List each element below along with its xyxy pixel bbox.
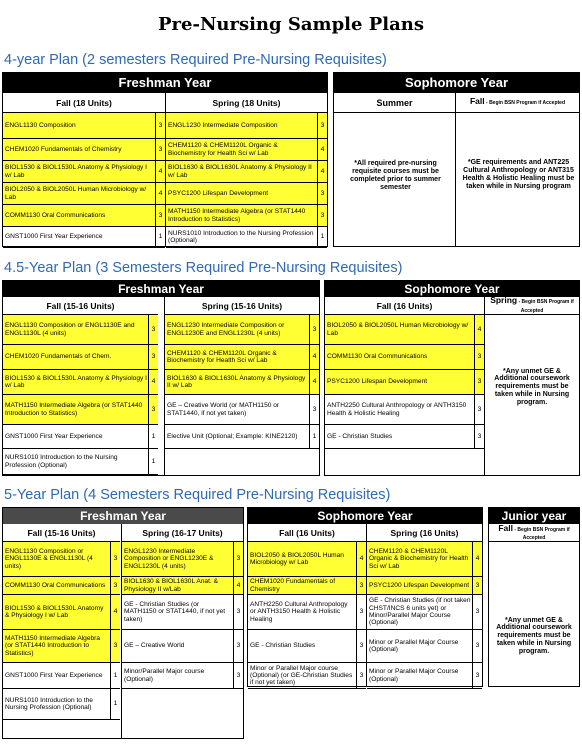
course-units: 3 <box>472 663 482 688</box>
plan5-spring-header: Spring (16-17 Units) <box>122 524 243 542</box>
course-name: MATH1150 Intermediate Algebra (or STAT1440 Introduction to Statistics) <box>168 208 306 223</box>
course-row <box>367 630 482 663</box>
course-units: 4 <box>474 315 484 344</box>
plan45-spring2-col <box>485 294 579 475</box>
course-name: ENGL1230 Intermediate Composition or ENGL1230E and ENGL1230L (4 units) <box>167 322 285 337</box>
plan45-spring2-header <box>485 294 579 315</box>
plan5-fall3-label: Fall <box>498 522 513 533</box>
plan45-freshman-box <box>2 280 320 476</box>
course-row <box>248 577 366 595</box>
course-units: 3 <box>233 542 243 576</box>
course-name: COMM1130 Oral Communications <box>327 353 428 361</box>
course-units: 3 <box>155 139 165 160</box>
plan45-sophomore-box <box>324 280 580 476</box>
course-name: Minor or Parallel Major Course (Optional) <box>369 668 459 683</box>
course-name: NURS1010 Introduction to the Nursing Profession (Optional) <box>5 696 93 711</box>
course-row <box>367 542 482 577</box>
course-name: GE - Christian Studies <box>327 432 393 440</box>
course-units: 4 <box>110 595 120 629</box>
course-units: 3 <box>233 595 243 629</box>
course-row <box>122 577 243 595</box>
course-name: Minor or Parallel Major course (Optional) (or GE-Christian Studies if not yet taken) <box>250 664 353 687</box>
course-units: 4 <box>155 161 165 182</box>
plan4-freshman-band: Freshman Year <box>3 73 327 93</box>
course-units: 4 <box>148 370 158 394</box>
course-units: 3 <box>155 205 165 226</box>
course-row <box>166 113 327 139</box>
course-row <box>325 345 484 370</box>
course-name: CHEM1020 Fundamentals of Chemistry <box>5 145 122 153</box>
course-row <box>3 689 120 720</box>
course-name: ENGL1230 Intermediate Composition <box>168 121 278 129</box>
course-row <box>122 595 243 630</box>
course-name: PSYC1200 Lifespan Development <box>369 581 470 589</box>
course-row <box>166 139 327 161</box>
course-row <box>3 345 158 370</box>
course-row <box>166 161 327 183</box>
course-name: BIOL2050 & BIOL2050L Human Microbiology w/ Lab <box>250 551 344 566</box>
course-name: BIOL1530 & BIOL1530L Anatomy & Physiology I w/ Lab <box>5 604 104 619</box>
course-name: ANTH2250 Cultural Anthropology or ANTH3150 Health & Holistic Healing <box>250 601 348 623</box>
page-title: Pre-Nursing Sample Plans <box>158 14 424 35</box>
course-name: CHEM1120 & CHEM1120L Organic & Biochemistry for Health Sci w/ Lab <box>167 349 277 364</box>
course-row <box>3 577 120 595</box>
course-name: GE - Christian Studies (if not taken CHST/INCS 6 units yet) or Minor/Parallel Major Course (Optional) <box>369 597 471 627</box>
plan4-sophomore-box <box>333 72 580 247</box>
course-units: 3 <box>474 370 484 394</box>
plan5-spring2-col <box>367 524 482 686</box>
plan4-summer-header: Summer <box>334 93 455 113</box>
course-units: 3 <box>233 663 243 688</box>
course-row <box>166 183 327 205</box>
plan4-fall2-text: *GE requirements and ANT225 Cultural Anthropology or ANT315 Health & Holistic Healing must be taken while in Nursing program <box>462 159 575 190</box>
plan5-fall3-header <box>489 524 579 542</box>
plan5-freshman-band: Freshman Year <box>3 508 243 524</box>
course-units: 3 <box>317 183 327 204</box>
course-name: Minor/Parallel Major course (Optional) <box>124 668 205 683</box>
plan4-fall-col <box>3 93 165 246</box>
course-row <box>165 315 319 345</box>
course-units: 3 <box>474 345 484 369</box>
course-name: NURS1010 Introduction to the Nursing Profession (Optional) <box>168 229 314 244</box>
course-units: 3 <box>155 113 165 138</box>
plan4-fall2-header <box>456 93 579 113</box>
course-row <box>3 227 165 248</box>
plan5-freshman-box <box>2 507 244 739</box>
plan5-sophomore-band: Sophomore Year <box>248 508 482 524</box>
course-name: BIOL1630 & BIOL1630L Anatomy & Physiology II w/ Lab <box>167 374 306 389</box>
course-units: 3 <box>472 595 482 629</box>
course-row <box>248 542 366 577</box>
plan5-junior-band: Junior year <box>489 508 579 524</box>
course-units: 3 <box>110 577 120 594</box>
plan5-fall3-text: *Any unmet GE & Additional coursework requirements must be taken while in Nursing program. <box>496 616 572 655</box>
course-units: 1 <box>110 689 120 719</box>
plan4-fall2-note: - Begin BSN Program if Accepted <box>484 100 566 106</box>
course-name: BIOL2050 & BIOL2050L Human Microbiology w/ Lab <box>327 322 469 337</box>
course-name: Minor or Parallel Major Course (Optional) <box>369 638 459 653</box>
course-row <box>122 630 243 663</box>
course-row <box>325 395 484 425</box>
course-row <box>3 139 165 161</box>
course-name: ENGL1230 Intermediate Composition or ENGL1230E & ENGL1230L (4 units) <box>124 548 214 570</box>
course-row <box>3 113 165 139</box>
course-name: GNST1000 First Year Experience <box>5 671 103 679</box>
course-name: Elective Unit (Optional; Example: KINE2120) <box>167 432 298 440</box>
course-name: ENGL1130 Composition or ENGL1130E & ENGL1130L (4 units) <box>5 548 93 570</box>
plan5-fall2-col <box>248 524 366 686</box>
course-name: GE - Christian Studies <box>250 642 316 650</box>
course-units: 3 <box>356 595 366 629</box>
plan4-fall2-col <box>456 93 579 246</box>
course-row <box>325 425 484 449</box>
course-units: 4 <box>309 370 319 394</box>
course-name: CHEM1020 Fundamentals of Chem. <box>5 353 112 361</box>
course-units: 4 <box>155 183 165 204</box>
plan45-sophomore-band: Sophomore Year <box>325 281 579 297</box>
course-row <box>3 595 120 630</box>
course-units: 3 <box>148 345 158 369</box>
course-name: ANTH2250 Cultural Anthropology or ANTH3150 Health & Holistic Healing <box>327 402 467 417</box>
course-row <box>325 315 484 345</box>
course-row <box>3 449 158 475</box>
plan45-fall-header: Fall (15-16 Units) <box>3 297 158 315</box>
plan5-fall3-note: - Begin BSN Program if Accepted <box>512 526 570 541</box>
plan45-spring-col <box>165 297 319 475</box>
course-row <box>166 227 327 248</box>
course-row <box>367 663 482 689</box>
course-units: 3 <box>356 577 366 594</box>
course-name: MATH1150 Intermediate Algebra (or STAT1440 Introduction to Statistics) <box>5 402 143 417</box>
course-row <box>166 205 327 227</box>
course-name: BIOL1530 & BIOL1530L Anatomy & Physiology I w/ Lab <box>5 374 147 389</box>
course-name: COMM1130 Oral Communications <box>5 211 106 219</box>
course-units: 3 <box>233 630 243 662</box>
course-row <box>248 630 366 663</box>
course-name: BIOL1630 & BIOL1630L Anat. & Physiology II w/Lab <box>124 578 218 593</box>
plan4-fall2-label: Fall <box>469 96 485 106</box>
course-name: BIOL1630 & BIOL1630L Anatomy & Physiology II w/ Lab <box>168 164 312 179</box>
plan45-spring2-note: - Begin BSN Program if Accepted <box>517 298 574 314</box>
course-name: BIOL2050 & BIOL2050L Human Microbiology w/ Lab <box>5 186 147 201</box>
course-name: CHEM1020 Fundamentals of Chemistry <box>250 578 336 593</box>
course-row <box>3 315 158 345</box>
course-units: 4 <box>472 542 482 576</box>
plan5-fall-header: Fall (15-16 Units) <box>3 524 120 542</box>
course-units: 3 <box>474 425 484 448</box>
course-row <box>3 161 165 183</box>
plan4-spring-header: Spring (18 Units) <box>166 93 327 113</box>
course-name: MATH1150 Intermediate Algebra (or STAT1440 Introduction to Statistics) <box>5 635 101 657</box>
course-name: GE – Creative World (or MATH1150 or STAT1440, if not yet taken) <box>167 402 280 417</box>
plan5-title: 5-Year Plan (4 Semesters Required Pre-Nursing Requisites) <box>4 487 391 503</box>
plan5-fall2-header: Fall (16 Units) <box>248 524 366 542</box>
course-row <box>165 345 319 370</box>
course-units: 1 <box>317 227 327 247</box>
plan4-summer-note: *All required pre-nursing requisite courses must be completed prior to summer semester <box>350 160 441 191</box>
course-name: ENGL1130 Composition <box>5 121 76 129</box>
course-row <box>248 663 366 689</box>
course-row <box>248 595 366 630</box>
course-row <box>367 577 482 595</box>
course-row <box>3 542 120 577</box>
course-row <box>3 630 120 663</box>
plan5-spring-col <box>122 524 243 738</box>
course-name: COMM1130 Oral Communications <box>5 581 106 589</box>
course-units: 3 <box>110 630 120 662</box>
course-row <box>3 183 165 205</box>
course-units: 3 <box>356 630 366 662</box>
course-units: 1 <box>309 425 319 448</box>
course-units: 3 <box>309 395 319 424</box>
plan45-fall2-col <box>325 297 484 475</box>
course-name: NURS1010 Introduction to the Nursing Profession (Optional) <box>5 454 118 469</box>
course-name: GNST1000 First Year Experience <box>5 432 103 440</box>
course-units: 1 <box>110 663 120 688</box>
plan4-summer-col <box>334 93 455 246</box>
course-units: 3 <box>356 663 366 688</box>
plan4-spring-col <box>166 93 327 246</box>
plan45-fall2-header: Fall (16 Units) <box>325 297 484 315</box>
course-row <box>165 395 319 425</box>
course-units: 4 <box>317 161 327 182</box>
course-units: 3 <box>148 315 158 344</box>
plan45-spring2-label: Spring <box>490 294 518 305</box>
plan5-fall3-col <box>489 524 579 686</box>
course-units: 4 <box>309 345 319 369</box>
course-units: 4 <box>317 139 327 160</box>
plan4-sophomore-band: Sophomore Year <box>334 73 579 93</box>
course-units: 3 <box>472 577 482 594</box>
course-units: 3 <box>110 542 120 576</box>
plan5-junior-box <box>488 507 580 687</box>
plan45-freshman-band: Freshman Year <box>3 281 319 297</box>
course-name: CHEM1120 & CHEM1120L Organic & Biochemistry for Health Sci w/ Lab <box>168 142 278 157</box>
course-units: 1 <box>148 449 158 474</box>
course-units: 3 <box>472 630 482 662</box>
course-name: GE - Christian Studies (or MATH1150 or STAT1440, if not yet taken) <box>124 601 226 623</box>
plan4-title: 4-year Plan (2 semesters Required Pre-Nursing Requisites) <box>4 52 387 68</box>
course-row <box>3 395 158 425</box>
course-units: 3 <box>309 315 319 344</box>
course-name: PSYC1200 Lifespan Development <box>327 378 428 386</box>
plan45-spring-header: Spring (15-16 Units) <box>165 297 319 315</box>
plan5-fall-col <box>3 524 120 738</box>
course-units: 3 <box>317 205 327 226</box>
plan5-sophomore-box <box>247 507 483 687</box>
course-row <box>122 542 243 577</box>
plan45-spring2-text: *Any unmet GE & Additional coursework requirements must be taken while in Nursing program. <box>494 367 570 406</box>
course-name: PSYC1200 Lifespan Development <box>168 189 269 197</box>
plan45-fall-col <box>3 297 158 475</box>
course-units: 1 <box>155 227 165 247</box>
course-units: 1 <box>148 425 158 448</box>
course-name: GE – Creative World <box>124 642 185 650</box>
course-row <box>165 370 319 395</box>
plan5-spring2-header: Spring (16 Units) <box>367 524 482 542</box>
course-units: 3 <box>474 395 484 424</box>
course-row <box>3 205 165 227</box>
course-row <box>367 595 482 630</box>
plan4-freshman-box <box>2 72 328 247</box>
course-name: CHEM1120 & CHEM1120L Organic & Biochemistry for Health Sci w/ Lab <box>369 548 469 570</box>
plan45-title: 4.5-Year Plan (3 Semesters Required Pre-Nursing Requisites) <box>4 260 403 276</box>
course-units: 4 <box>356 542 366 576</box>
course-units: 4 <box>233 577 243 594</box>
course-name: GNST1000 First Year Experience <box>5 233 103 241</box>
course-name: ENGL1130 Composition or ENGL1130E and ENGL1130L (4 units) <box>5 322 135 337</box>
course-row <box>3 370 158 395</box>
course-row <box>165 425 319 449</box>
course-row <box>325 370 484 395</box>
course-name: BIOL1530 & BIOL1530L Anatomy & Physiology I w/ Lab <box>5 164 147 179</box>
course-units: 3 <box>148 395 158 424</box>
course-row <box>122 663 243 689</box>
course-units: 3 <box>317 113 327 138</box>
plan4-fall-header: Fall (18 Units) <box>3 93 165 113</box>
course-row <box>3 663 120 689</box>
course-row <box>3 425 158 449</box>
